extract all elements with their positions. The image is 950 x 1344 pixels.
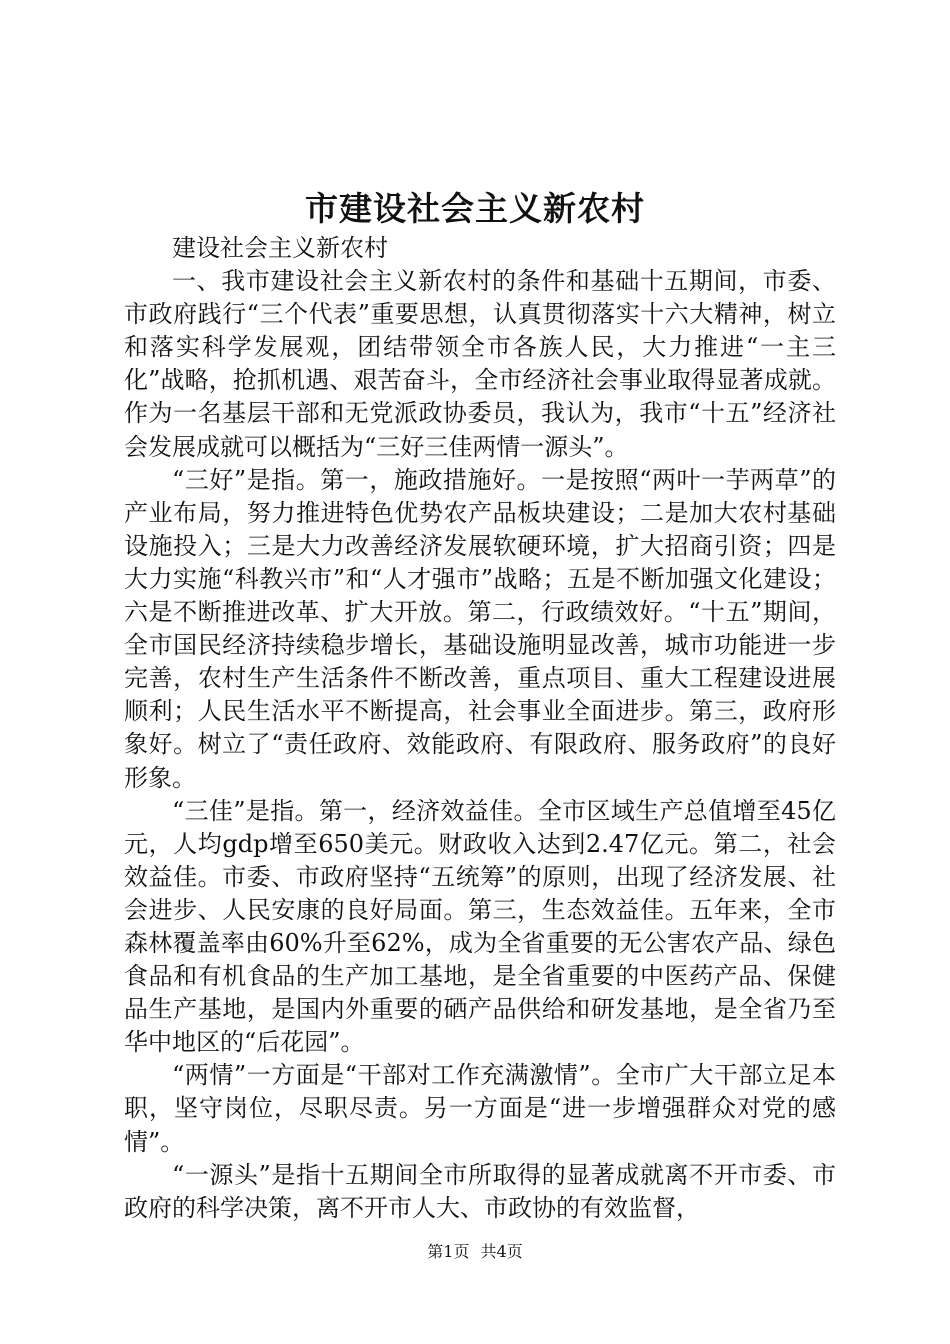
paragraph-three-bests: “三佳”是指。第一，经济效益佳。全市区域生产总值增至45亿元，人均gdp增至650美元。财政收入达到2.47亿元。第二，社会效益佳。市委、市政府坚持“五统筹”的原则，出现了经济发展、社会进步、人民安康的良好局面。第三，生态效益佳。五年来，全市森林覆盖率由60%升至62%，成为全省重要的无公害农产品、绿色食品和有机食品的生产加工基地，是全省重要的中医药产品、保健品生产基地，是国内外重要的硒产品供给和研发基地，是全省乃至华中地区的“后花园”。 bbox=[124, 796, 836, 1057]
paragraph-one-source: “一源头”是指十五期间全市所取得的显著成就离不开市委、市政府的科学决策，离不开市人大、市政协的有效监督， bbox=[124, 1160, 836, 1222]
paragraph-conditions: 一、我市建设社会主义新农村的条件和基础十五期间，市委、市政府践行“三个代表”重要思想，认真贯彻落实十六大精神，树立和落实科学发展观，团结带领全市各族人民，大力推进“一主三化”战略，抢抓机遇、艰苦奋斗，全市经济社会事业取得显著成就。作为一名基层干部和无党派政协委员，我认为，我市“十五”经济社会发展成就可以概括为“三好三佳两情一源头”。 bbox=[124, 267, 836, 461]
paragraph-three-goods: “三好”是指。第一，施政措施好。一是按照“两叶一芋两草”的产业布局，努力推进特色优势农产品板块建设；二是加大农村基础设施投入；三是大力改善经济发展软硬环境，扩大招商引资；四是大力实施“科教兴市”和“人才强市”战略；五是不断加强文化建设；六是不断推进改革、扩大开放。第二，行政绩效好。“十五”期间，全市国民经济持续稳步增长，基础设施明显改善，城市功能进一步完善，农村生产生活条件不断改善，重点项目、重大工程建设进展顺利；人民生活水平不断提高，社会事业全面进步。第三，政府形象好。树立了“责任政府、效能政府、有限政府、服务政府”的良好形象。 bbox=[124, 465, 836, 792]
page-total: 共4页 bbox=[480, 1242, 523, 1261]
page-number: 第1页 bbox=[427, 1242, 470, 1261]
paragraph-two-feelings: “两情”一方面是“干部对工作充满激情”。全市广大干部立足本职，坚守岗位，尽职尽责。另一方面是“进一步增强群众对党的感情”。 bbox=[124, 1061, 836, 1156]
paragraph-subtitle: 建设社会主义新农村 bbox=[172, 234, 388, 262]
page-footer bbox=[0, 1240, 950, 1264]
document-title: 市建设社会主义新农村 bbox=[305, 189, 645, 228]
document-body bbox=[124, 232, 836, 1225]
